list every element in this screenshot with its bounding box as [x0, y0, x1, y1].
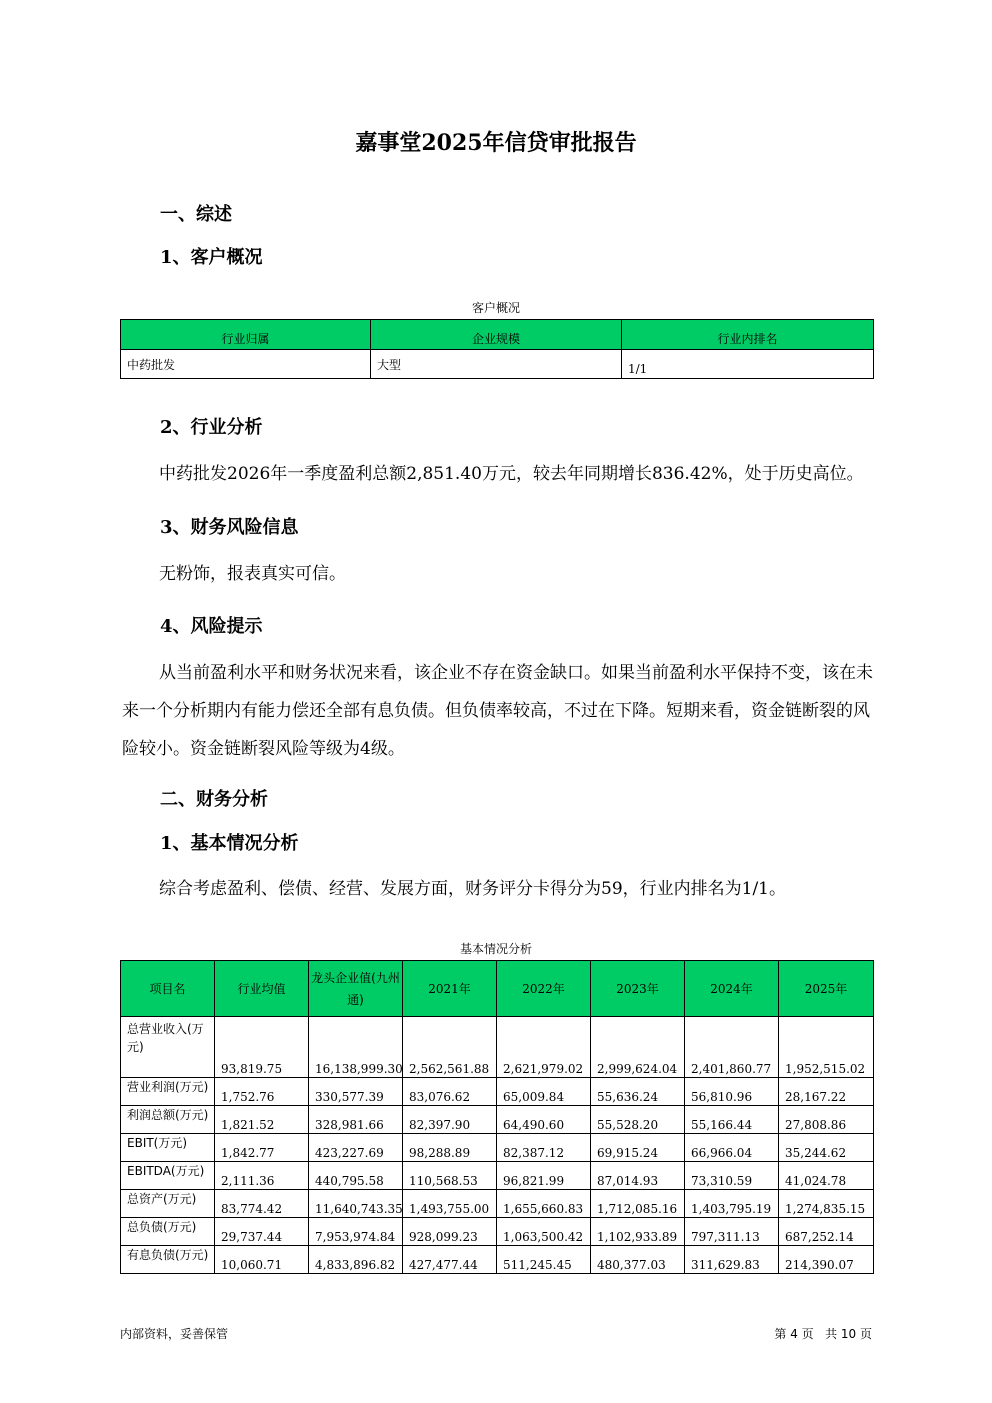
table-row [121, 1218, 874, 1246]
table-cell: 2,562,561.88 [403, 1017, 497, 1078]
table-cell: 11,640,743.35 [309, 1190, 403, 1218]
table-cell: 4,833,896.82 [309, 1246, 403, 1274]
table-cell: 797,311.13 [685, 1218, 779, 1246]
table-cell: 480,377.03 [591, 1246, 685, 1274]
table-row [121, 1017, 874, 1078]
table-header-row [121, 961, 874, 1017]
table-cell: 1,063,500.42 [497, 1218, 591, 1246]
table-header-cell: 企业规模 [371, 320, 622, 350]
table-cell: 83,076.62 [403, 1078, 497, 1106]
table-cell: 427,477.44 [403, 1246, 497, 1274]
table-header-cell: 2022年 [497, 961, 591, 1017]
table-cell: 423,227.69 [309, 1134, 403, 1162]
row-label: 总营业收入(万元) [121, 1017, 215, 1078]
table-cell: 55,636.24 [591, 1078, 685, 1106]
table-cell: 93,819.75 [215, 1017, 309, 1078]
industry-analysis-text: 中药批发2026年一季度盈利总额2,851.40万元，较去年同期增长836.42%，处于历史高位。 [159, 464, 864, 484]
table-cell: 1,821.52 [215, 1106, 309, 1134]
table-header-cell: 项目名 [121, 961, 215, 1017]
table-row [121, 1078, 874, 1106]
section-financial-heading: 二、财务分析 [160, 789, 268, 810]
table-header-cell: 2024年 [685, 961, 779, 1017]
table-cell: 1,752.76 [215, 1078, 309, 1106]
financial-risk-text: 无粉饰，报表真实可信。 [159, 564, 346, 584]
table-cell: 2,111.36 [215, 1162, 309, 1190]
financial-risk-heading: 3、财务风险信息 [160, 517, 299, 538]
row-label: 利润总额(万元) [121, 1106, 215, 1134]
table-cell: 56,810.96 [685, 1078, 779, 1106]
table-header-cell: 2025年 [779, 961, 874, 1017]
table-cell: 1,842.77 [215, 1134, 309, 1162]
table-header-cell: 2023年 [591, 961, 685, 1017]
basic-analysis-table [120, 960, 874, 1274]
table-header-cell: 2021年 [403, 961, 497, 1017]
table-cell: 311,629.83 [685, 1246, 779, 1274]
row-label: 总负债(万元) [121, 1218, 215, 1246]
risk-warning-text: 从当前盈利水平和财务状况来看，该企业不存在资金缺口。如果当前盈利水平保持不变，该在未来一个分析期内有能力偿还全部有息负债。但负债率较高，不过在下降。短期来看，资金链断裂的风险较小。资金链断裂风险等级为4级。 [122, 663, 873, 759]
row-label: 总资产(万元) [121, 1190, 215, 1218]
footer-confidential-note: 内部资料，妥善保管 [120, 1327, 229, 1341]
row-label: 有息负债(万元) [121, 1246, 215, 1274]
table-cell: 29,737.44 [215, 1218, 309, 1246]
table-cell: 55,166.44 [685, 1106, 779, 1134]
table-header-cell: 龙头企业值(九州通) [309, 961, 403, 1017]
table-row [121, 1134, 874, 1162]
table-row [121, 1106, 874, 1134]
table-cell: 96,821.99 [497, 1162, 591, 1190]
table-cell: 65,009.84 [497, 1078, 591, 1106]
table-cell: 73,310.59 [685, 1162, 779, 1190]
table-cell: 440,795.58 [309, 1162, 403, 1190]
row-label: EBITDA(万元) [121, 1162, 215, 1190]
table-cell: 83,774.42 [215, 1190, 309, 1218]
table-cell: 1,952,515.02 [779, 1017, 874, 1078]
table-cell: 2,401,860.77 [685, 1017, 779, 1078]
table-cell: 2,621,979.02 [497, 1017, 591, 1078]
table-cell: 1,274,835.15 [779, 1190, 874, 1218]
table-row [121, 350, 874, 379]
table-cell: 1,655,660.83 [497, 1190, 591, 1218]
table-cell: 69,915.24 [591, 1134, 685, 1162]
table-cell: 大型 [371, 350, 622, 379]
table-cell: 41,024.78 [779, 1162, 874, 1190]
table-cell: 1,403,795.19 [685, 1190, 779, 1218]
table-cell: 1/1 [622, 350, 874, 379]
table-cell: 87,014.93 [591, 1162, 685, 1190]
table-cell: 27,808.86 [779, 1106, 874, 1134]
table-cell: 7,953,974.84 [309, 1218, 403, 1246]
table-cell: 928,099.23 [403, 1218, 497, 1246]
table-header-row [121, 320, 874, 350]
customer-table-caption: 客户概况 [471, 301, 520, 315]
table-cell: 328,981.66 [309, 1106, 403, 1134]
table-cell: 511,245.45 [497, 1246, 591, 1274]
table-cell: 66,966.04 [685, 1134, 779, 1162]
table-cell: 687,252.14 [779, 1218, 874, 1246]
basic-table-caption: 基本情况分析 [459, 942, 532, 956]
table-cell: 中药批发 [121, 350, 371, 379]
table-row [121, 1162, 874, 1190]
table-cell: 16,138,999.30 [309, 1017, 403, 1078]
basic-analysis-text: 综合考虑盈利、偿债、经营、发展方面，财务评分卡得分为59，行业内排名为1/1。 [159, 879, 786, 899]
table-cell: 28,167.22 [779, 1078, 874, 1106]
industry-analysis-heading: 2、行业分析 [160, 417, 263, 438]
table-cell: 1,493,755.00 [403, 1190, 497, 1218]
table-cell: 35,244.62 [779, 1134, 874, 1162]
table-cell: 98,288.89 [403, 1134, 497, 1162]
table-row [121, 1190, 874, 1218]
risk-warning-heading: 4、风险提示 [160, 616, 263, 637]
table-cell: 64,490.60 [497, 1106, 591, 1134]
footer-page-number: 第 4 页 共 10 页 [774, 1327, 872, 1341]
section-overview-heading: 一、综述 [160, 204, 232, 225]
table-row [121, 1246, 874, 1274]
table-cell: 214,390.07 [779, 1246, 874, 1274]
table-header-cell: 行业归属 [121, 320, 371, 350]
table-cell: 330,577.39 [309, 1078, 403, 1106]
table-cell: 55,528.20 [591, 1106, 685, 1134]
table-header-cell: 行业均值 [215, 961, 309, 1017]
table-header-cell: 行业内排名 [622, 320, 874, 350]
table-cell: 2,999,624.04 [591, 1017, 685, 1078]
table-cell: 10,060.71 [215, 1246, 309, 1274]
table-cell: 1,102,933.89 [591, 1218, 685, 1246]
row-label: 营业利润(万元) [121, 1078, 215, 1106]
customer-overview-heading: 1、客户概况 [160, 247, 263, 268]
table-cell: 82,397.90 [403, 1106, 497, 1134]
report-title: 嘉事堂2025年信贷审批报告 [355, 130, 637, 156]
table-cell: 1,712,085.16 [591, 1190, 685, 1218]
table-cell: 110,568.53 [403, 1162, 497, 1190]
table-cell: 82,387.12 [497, 1134, 591, 1162]
customer-overview-table [120, 319, 874, 379]
basic-analysis-heading: 1、基本情况分析 [160, 833, 299, 854]
row-label: EBIT(万元) [121, 1134, 215, 1162]
